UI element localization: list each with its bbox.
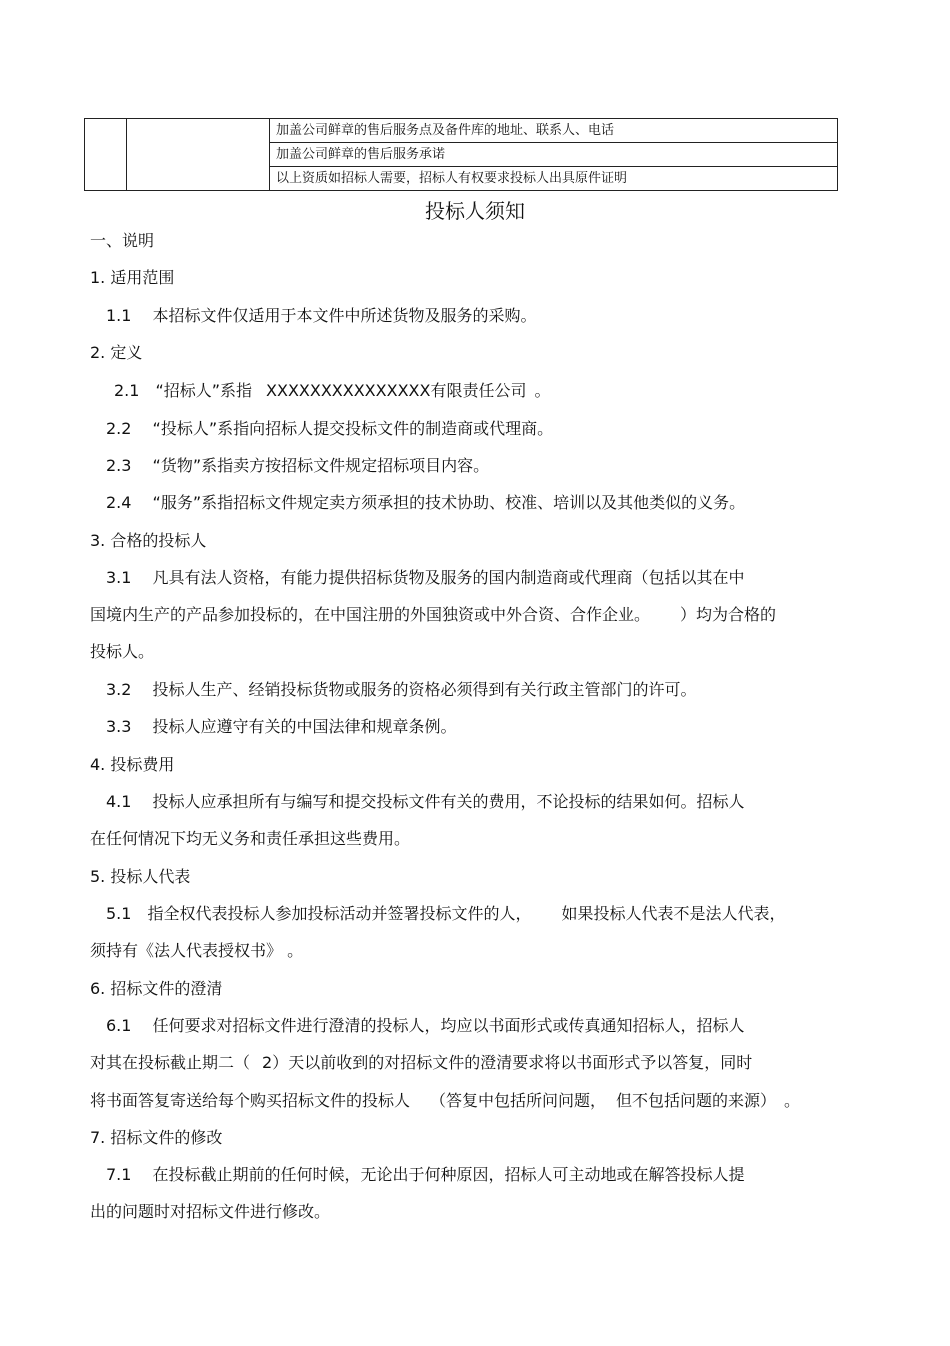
paragraph-line: 3.3 投标人应遵守有关的中国法律和规章条例。 — [106, 717, 457, 736]
paragraph-line: 在任何情况下均无义务和责任承担这些费用。 — [90, 829, 411, 848]
table-cell-index — [85, 119, 127, 191]
table-cell-text: 加盖公司鲜章的售后服务点及备件库的地址、联系人、电话 — [270, 119, 838, 143]
section-heading: 7. 招标文件的修改 — [90, 1128, 223, 1147]
paragraph-line — [90, 604, 776, 626]
paragraph-line — [90, 1090, 800, 1112]
paragraph-line: 1.1 本招标文件仅适用于本文件中所述货物及服务的采购。 — [106, 306, 537, 325]
text-segment: 。 — [534, 381, 551, 400]
table-cell-text: 以上资质如招标人需要，招标人有权要求投标人出具原件证明 — [270, 167, 838, 191]
section-heading: 1. 适用范围 — [90, 268, 175, 287]
qualification-table — [84, 118, 838, 191]
section-heading: 一、说明 — [90, 231, 155, 250]
paragraph-line — [114, 380, 550, 402]
text-segment: 有限责任公司 — [430, 381, 527, 400]
text-segment: （答复中包括所问问题， — [430, 1091, 607, 1110]
paragraph-line: 2.2 “投标人”系指向招标人提交投标文件的制造商或代理商。 — [106, 419, 554, 438]
paragraph-line — [106, 903, 785, 925]
text-segment: 。 — [784, 1091, 801, 1110]
paragraph-line: 3.1 凡具有法人资格，有能力提供招标货物及服务的国内制造商或代理商（包括以其在中 — [106, 568, 745, 587]
text-segment: 但不包括问题的来源） — [616, 1091, 777, 1110]
paragraph-line — [90, 1052, 752, 1074]
text-segment: 对其在投标截止期二（ — [90, 1053, 251, 1072]
paragraph-line: 7.1 在投标截止期前的任何时候，无论出于何种原因，招标人可主动地或在解答投标人提 — [106, 1165, 745, 1184]
table-cell-category — [127, 119, 270, 191]
section-heading: 2. 定义 — [90, 343, 143, 362]
document-title: 投标人须知 — [425, 199, 525, 223]
text-segment: 2.1 “招标人”系指 — [114, 381, 253, 400]
paragraph-line: 投标人。 — [90, 642, 155, 661]
text-segment: 如果投标人代表不是法人代表， — [561, 904, 786, 923]
text-segment: 5.1 指全权代表投标人参加投标活动并签署投标文件的人， — [106, 904, 532, 923]
table-cell-text: 加盖公司鲜章的售后服务承诺 — [270, 143, 838, 167]
text-segment: 2）天以前收到的对招标文件的澄清要求将以书面形式予以答复，同时 — [262, 1053, 753, 1072]
paragraph-line: 2.3 “货物”系指卖方按招标文件规定招标项目内容。 — [106, 456, 490, 475]
text-segment: ）均为合格的 — [680, 605, 777, 624]
paragraph-line: 出的问题时对招标文件进行修改。 — [90, 1202, 331, 1221]
table-row — [85, 119, 838, 143]
paragraph-line: 须持有《法人代表授权书》 。 — [90, 941, 304, 960]
paragraph-line: 2.4 “服务”系指招标文件规定卖方须承担的技术协助、校准、培训以及其他类似的义务。 — [106, 493, 746, 512]
text-segment: 国境内生产的产品参加投标的，在中国注册的外国独资或中外合资、合作企业。 — [90, 605, 651, 624]
section-heading: 6. 招标文件的澄清 — [90, 979, 223, 998]
paragraph-line: 4.1 投标人应承担所有与编写和提交投标文件有关的费用，不论投标的结果如何。招标人 — [106, 792, 745, 811]
company-placeholder: XXXXXXXXXXXXXXX — [266, 381, 431, 400]
section-heading: 5. 投标人代表 — [90, 867, 191, 886]
section-heading: 4. 投标费用 — [90, 755, 175, 774]
section-heading: 3. 合格的投标人 — [90, 531, 207, 550]
paragraph-line: 3.2 投标人生产、经销投标货物或服务的资格必须得到有关行政主管部门的许可。 — [106, 680, 697, 699]
text-segment: 将书面答复寄送给每个购买招标文件的投标人 — [90, 1091, 411, 1110]
paragraph-line: 6.1 任何要求对招标文件进行澄清的投标人，均应以书面形式或传真通知招标人，招标人 — [106, 1016, 745, 1035]
